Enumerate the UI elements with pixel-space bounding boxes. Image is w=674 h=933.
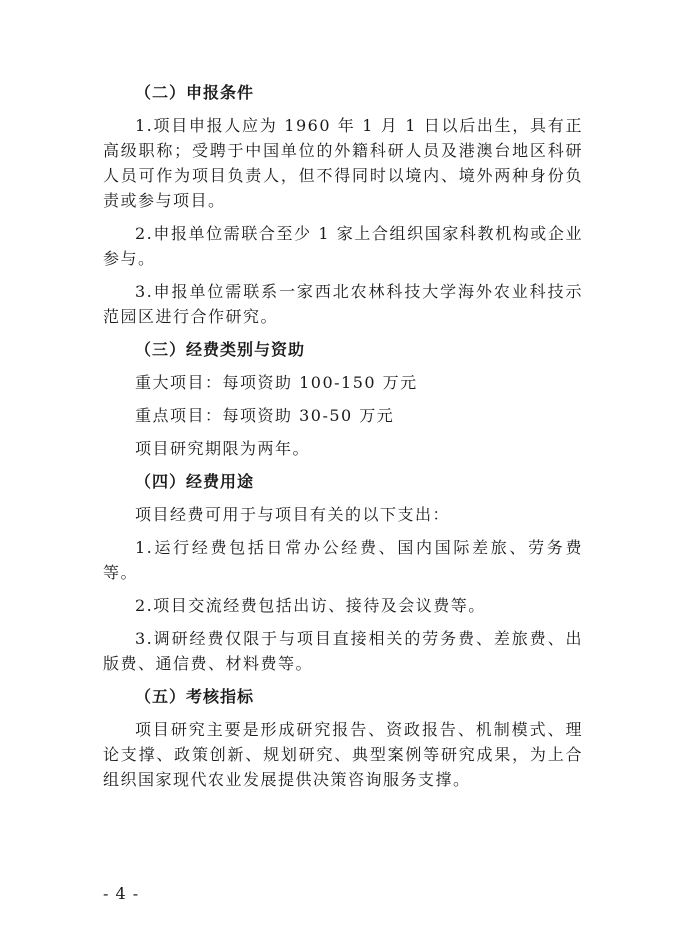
line-research-period: 项目研究期限为两年。 <box>135 439 311 458</box>
paragraph-assessment: 项目研究主要是形成研究报告、资政报告、机制模式、理论支撑、政策创新、规划研究、典型案例等研究成果，为上合组织国家现代农业发展提供决策咨询服务支撑。 <box>103 720 583 789</box>
paragraph-usage-intro: 项目经费可用于与项目有关的以下支出： <box>135 505 451 524</box>
paragraph-usage-1: 1.运行经费包括日常办公经费、国内国际差旅、劳务费等。 <box>103 538 583 582</box>
paragraph-condition-2: 2.申报单位需联合至少 1 家上合组织国家科教机构或企业参与。 <box>103 224 583 268</box>
line-key-project-funding: 重点项目：每项资助 30-50 万元 <box>135 406 395 425</box>
line-major-project-funding: 重大项目：每项资助 100-150 万元 <box>135 373 418 392</box>
paragraph-usage-3: 3.调研经费仅限于与项目直接相关的劳务费、差旅费、出版费、通信费、材料费等。 <box>103 629 583 673</box>
section-heading-application-conditions: （二）申报条件 <box>135 83 255 102</box>
paragraph-condition-1: 1.项目申报人应为 1960 年 1 月 1 日以后出生，具有正高级职称；受聘于中国单位的外籍科研人员及港澳台地区科研人员可作为项目负责人，但不得同时以境内、境外两种身份负责或参与项目。 <box>103 116 583 210</box>
paragraph-usage-2: 2.项目交流经费包括出访、接待及会议费等。 <box>135 596 486 615</box>
document-body <box>103 80 583 800</box>
paragraph-condition-3: 3.申报单位需联系一家西北农林科技大学海外农业科技示范园区进行合作研究。 <box>103 282 583 326</box>
section-heading-assessment: （五）考核指标 <box>135 687 255 706</box>
section-heading-fund-usage: （四）经费用途 <box>135 472 255 491</box>
section-heading-funding: （三）经费类别与资助 <box>135 340 306 359</box>
page-number: - 4 - <box>103 884 140 903</box>
